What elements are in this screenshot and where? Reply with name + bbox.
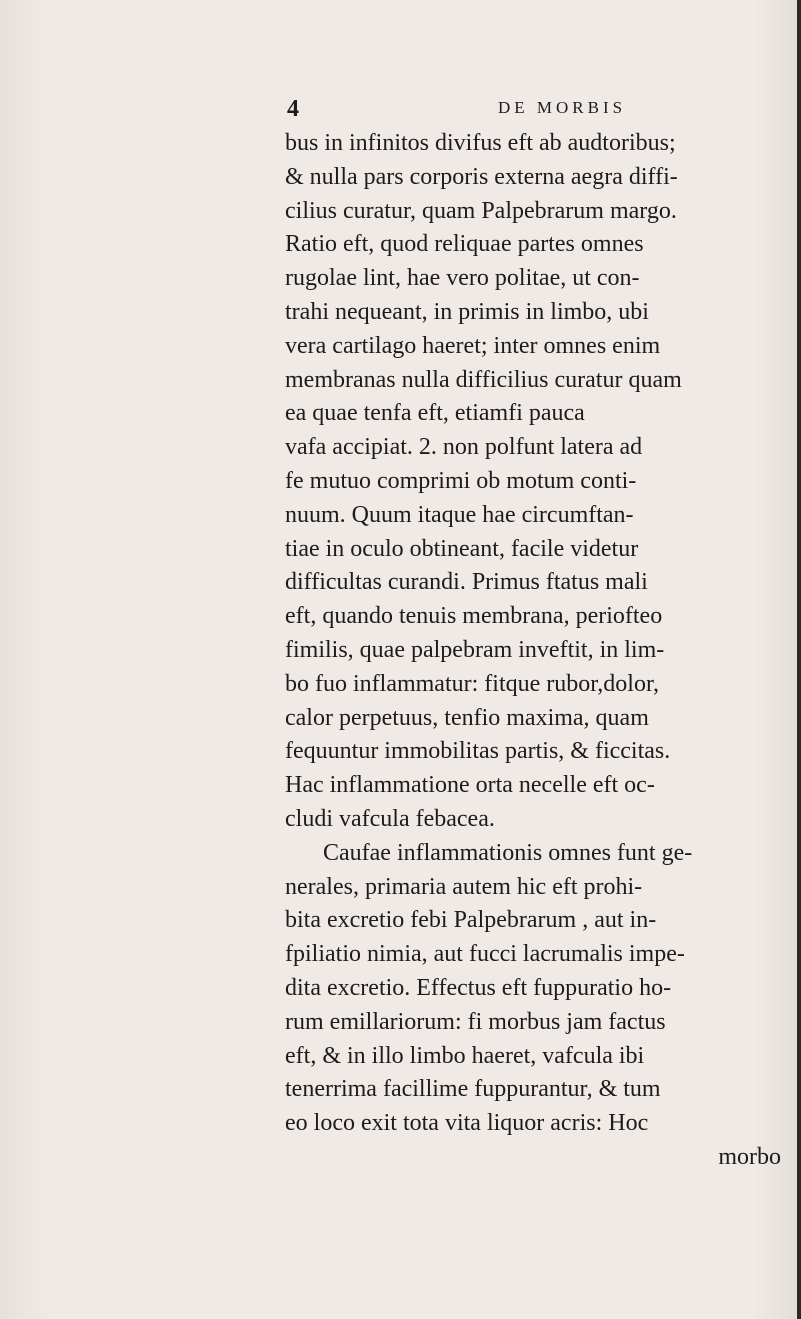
- text-line: ea quae tenfa eft, etiamfi pauca: [285, 400, 585, 427]
- catchword: morbo: [718, 1143, 781, 1170]
- text-line: tenerrima facillime fuppurantur, & tum: [285, 1076, 661, 1103]
- text-line: dita excretio. Effectus eft fuppuratio ho-: [285, 974, 672, 1001]
- running-head: DE MORBIS: [498, 98, 627, 117]
- text-line: vera cartilago haeret; inter omnes enim: [285, 332, 661, 359]
- text-line: trahi nequeant, in primis in limbo, ubi: [285, 298, 649, 325]
- page-number: 4: [287, 96, 299, 122]
- text-line: fe mutuo comprimi ob motum conti-: [285, 467, 637, 494]
- text-line: eft, & in illo limbo haeret, vafcula ibi: [285, 1042, 645, 1069]
- text-line: fequuntur immobilitas partis, & ficcitas.: [285, 738, 671, 765]
- text-line: nuum. Quum itaque hae circumftan-: [285, 501, 634, 528]
- text-line: membranas nulla difficilius curatur quam: [285, 366, 682, 393]
- text-line: rum emillariorum: fi morbus jam factus: [285, 1008, 666, 1035]
- text-line: calor perpetuus, tenfio maxima, quam: [285, 704, 649, 731]
- text-line: nerales, primaria autem hic eft prohi-: [285, 873, 643, 900]
- text-line: tiae in oculo obtineant, facile videtur: [285, 535, 639, 562]
- text-line: vafa accipiat. 2. non polfunt latera ad: [285, 434, 643, 461]
- text-line: bo fuo inflammatur: fitque rubor,dolor,: [285, 670, 659, 697]
- text-line: difficultas curandi. Primus ftatus mali: [285, 569, 648, 596]
- text-line: bus in infinitos divifus eft ab audtoribus;: [285, 130, 676, 156]
- paragraph-start-line: Caufae inflammationis omnes funt ge-: [323, 839, 693, 866]
- page-edge: [797, 0, 801, 1319]
- text-line: Ratio eft, quod reliquae partes omnes: [285, 231, 644, 258]
- text-line: rugolae lint, hae vero politae, ut con-: [285, 265, 640, 292]
- text-line: Hac inflammatione orta necelle eft oc-: [285, 772, 655, 799]
- text-line: & nulla pars corporis externa aegra diffi-: [285, 163, 678, 190]
- text-line: fpiliatio nimia, aut fucci lacrumalis impe-: [285, 941, 685, 968]
- text-line: cilius curatur, quam Palpebrarum margo.: [285, 197, 677, 224]
- text-line: fimilis, quae palpebram inveftit, in lim-: [285, 636, 665, 663]
- text-line: cludi vafcula febacea.: [285, 805, 495, 832]
- text-line: eft, quando tenuis membrana, periofteo: [285, 603, 663, 630]
- text-line: eo loco exit tota vita liquor acris: Hoc: [285, 1110, 649, 1137]
- text-line: bita excretio febi Palpebrarum , aut in-: [285, 907, 657, 934]
- body-text: [285, 127, 781, 1175]
